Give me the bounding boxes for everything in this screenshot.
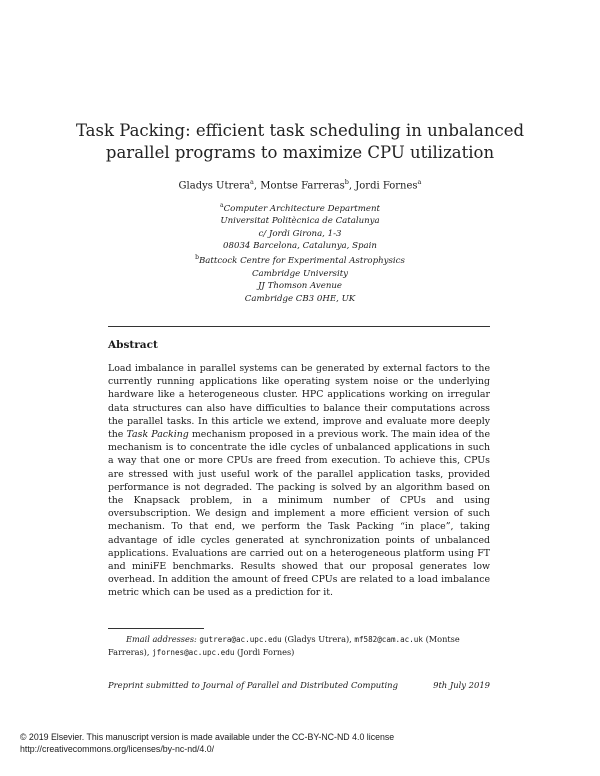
abstract-heading: Abstract xyxy=(108,339,158,351)
abstract-top-rule xyxy=(108,326,490,327)
title-line-1: Task Packing: efficient task scheduling in unbalanced xyxy=(75,121,525,140)
affiliation-line: $^b$Battcock Centre for Experimental Astrophysics xyxy=(195,254,405,267)
author-mark: a xyxy=(417,178,422,186)
footnote-rule xyxy=(108,628,204,629)
preprint-journal: Preprint submitted to Journal of Parallel and Distributed Computing xyxy=(108,680,398,690)
affiliation-line: c/ Jordi Girona, 1-3 xyxy=(258,228,342,239)
abstract-body xyxy=(108,362,490,600)
paper-title xyxy=(60,120,540,164)
preprint-date: 9th July 2019 xyxy=(433,680,490,690)
affiliation-line: Cambridge CB3 0HE, UK xyxy=(244,293,356,304)
author-list: Gladys Utrera$^a$, Montse Farreras$^b$, Jordi Fornes$^a$ xyxy=(178,178,422,192)
email-link[interactable]: gutrera@ac.upc.edu xyxy=(199,635,282,644)
affiliations xyxy=(60,200,540,305)
abstract-emphasis: Task Packing xyxy=(126,429,189,441)
license-link[interactable]: http://creativecommons.org/licenses/by-nc-nd/4.0/ xyxy=(20,744,215,754)
license-text: © 2019 Elsevier. This manuscript version is made available under the CC-BY-NC-ND 4.0 license xyxy=(20,732,395,742)
footnote-label: Email addresses: xyxy=(126,634,197,644)
email-link[interactable]: mf582@cam.ac.uk xyxy=(354,635,423,644)
abstract-paragraph: Load imbalance in parallel systems can be generated by external factors to the currently running applications like operating system noise or the underlying hardware like a heterogeneous cluster. HPC applications working on irregular data structures can also have difficulties to balance their computations across the parallel tasks. In this article we extend, improve and evaluate more deeply the Task Packing mechanism proposed in a previous work. The main idea of the mechanism is to concentrate the idle cycles of unbalanced applications in such a way that one or more CPUs are freed from execution. To achieve this, CPUs are stressed with just useful work of the parallel application tasks, provided performance is not degraded. The packing is solved by an algorithm based on the Knapsack problem, in a minimum number of CPUs and using oversubscription. We design and implement a more efficient version of such mechanism. To that end, we perform the Task Packing “in place”, taking advantage of idle cycles generated at synchronization points of unbalanced applications. Evaluations are carried out on a heterogeneous platform using FT and miniFE benchmarks. Results showed that our proposal generates low overhead. In addition the amount of freed CPUs are related to a load imbalance metric which can be used as a prediction for it. xyxy=(108,363,490,599)
author-mark: b xyxy=(344,178,349,186)
affiliation-mark: a xyxy=(220,202,224,209)
affiliation-mark: b xyxy=(195,254,199,262)
affiliation-line: $^a$Computer Architecture Department xyxy=(220,202,380,214)
affiliation-line: 08034 Barcelona, Catalunya, Spain xyxy=(223,241,377,252)
preprint-line xyxy=(108,680,490,690)
author-name: Gladys Utrera xyxy=(178,180,250,192)
email-link[interactable]: jfornes@ac.upc.edu xyxy=(152,648,235,657)
author-mark: a xyxy=(249,178,254,186)
title-line-2: parallel programs to maximize CPU utilization xyxy=(105,143,495,162)
affiliation-line: Universitat Politècnica de Catalunya xyxy=(220,216,380,227)
author-name: Jordi Fornes xyxy=(355,180,418,192)
email-footnote: Email addresses: gutrera@ac.upc.edu (Gladys Utrera), mf582@cam.ac.uk (Montse Farreras), jfornes@ac.upc.edu (Jordi Fornes) xyxy=(108,634,460,657)
author-name: Montse Farreras xyxy=(260,180,345,192)
affiliation-line: Cambridge University xyxy=(251,268,349,279)
license-notice xyxy=(20,731,580,755)
affiliation-line: JJ Thomson Avenue xyxy=(257,281,342,292)
